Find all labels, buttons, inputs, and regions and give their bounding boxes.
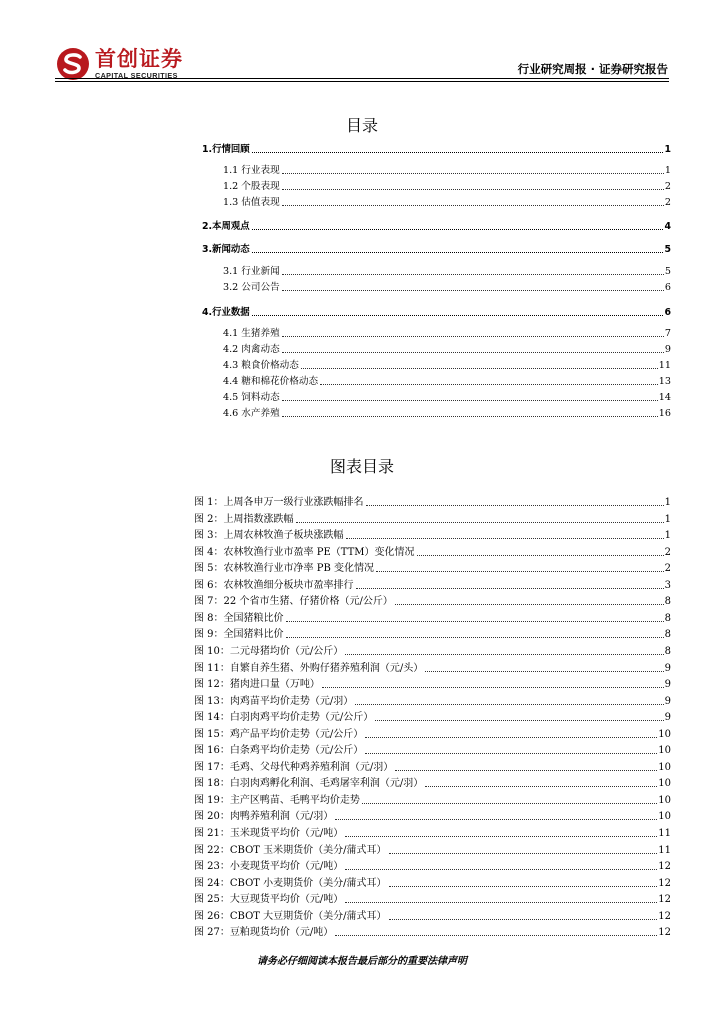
- figure-entry[interactable]: [194, 563, 671, 575]
- dot-leader: [355, 703, 663, 705]
- figure-entry-page: 12: [658, 878, 671, 889]
- toc-subsection[interactable]: [223, 181, 671, 193]
- toc-section-page: 5: [664, 244, 671, 255]
- figure-entry-page: 12: [658, 894, 671, 905]
- figure-entry[interactable]: [194, 514, 671, 526]
- figure-entry-label: 图 26：CBOT 大豆期货价（美分/蒲式耳）: [194, 911, 387, 922]
- dot-leader: [362, 802, 657, 804]
- dot-leader: [301, 367, 658, 369]
- figure-entry-label: 图 18：白羽肉鸡孵化利润、毛鸡屠宰利润（元/羽）: [194, 778, 424, 789]
- figure-entry-label: 图 4：农林牧渔行业市盈率 PE（TTM）变化情况: [194, 547, 415, 558]
- toc-subsection[interactable]: [223, 344, 671, 356]
- toc-subsection-label: 4.4 糖和棉花价格动态: [223, 376, 319, 387]
- figure-entry-page: 10: [658, 795, 671, 806]
- figure-entry-label: 图 25：大豆现货平均价（元/吨）: [194, 894, 344, 905]
- figure-entry[interactable]: [194, 878, 671, 890]
- dot-leader: [282, 351, 664, 353]
- toc-subsection-page: 9: [664, 344, 671, 355]
- figure-entry-page: 8: [664, 629, 671, 640]
- toc-section-page: 4: [664, 221, 671, 232]
- toc-subsection[interactable]: [223, 266, 671, 278]
- toc-subsection-label: 3.2 公司公告: [223, 282, 280, 293]
- figure-entry[interactable]: [194, 778, 671, 790]
- logo-name-cn: 首创证券: [95, 47, 183, 71]
- toc-section-label: 3.新闻动态: [202, 244, 250, 255]
- figure-entry-page: 11: [658, 845, 671, 856]
- figure-entry[interactable]: [194, 911, 671, 923]
- figure-entry-page: 10: [658, 729, 671, 740]
- header-divider: [55, 78, 669, 79]
- figure-entry-label: 图 15：鸡产品平均价走势（元/公斤）: [194, 729, 364, 740]
- toc-subsection[interactable]: [223, 282, 671, 294]
- figure-entry-label: 图 11：自繁自养生猪、外购仔猪养殖利润（元/头）: [194, 663, 424, 674]
- dot-leader: [389, 885, 658, 887]
- dot-leader: [345, 653, 663, 655]
- dot-leader: [252, 228, 664, 230]
- dot-leader: [335, 934, 657, 936]
- page-header: [0, 0, 724, 80]
- figure-entry-label: 图 5：农林牧渔行业市净率 PB 变化情况: [194, 563, 374, 574]
- dot-leader: [282, 399, 658, 401]
- figure-entry-label: 图 2：上周指数涨跌幅: [194, 514, 294, 525]
- toc-subsection-label: 4.1 生猪养殖: [223, 328, 280, 339]
- figure-entry[interactable]: [194, 712, 671, 724]
- figure-entry[interactable]: [194, 696, 671, 708]
- figure-entry-page: 9: [664, 696, 671, 707]
- toc-subsection-label: 1.2 个股表现: [223, 181, 280, 192]
- dot-leader: [282, 172, 664, 174]
- dot-leader: [282, 289, 664, 291]
- toc-subsection-page: 5: [664, 266, 671, 277]
- toc-subsection[interactable]: [223, 360, 671, 372]
- figure-entry-label: 图 9：全国猪料比价: [194, 629, 284, 640]
- toc-section[interactable]: [202, 221, 671, 233]
- figure-entry-label: 图 20：肉鸭养殖利润（元/羽）: [194, 811, 334, 822]
- toc-section-label: 4.行业数据: [202, 307, 250, 318]
- header-divider-thin: [55, 81, 669, 82]
- figure-entry-label: 图 21：玉米现货平均价（元/吨）: [194, 828, 344, 839]
- toc-section-label: 2.本周观点: [202, 221, 250, 232]
- figure-entry-label: 图 23：小麦现货平均价（元/吨）: [194, 861, 344, 872]
- dot-leader: [389, 918, 658, 920]
- toc-section-page: 1: [664, 144, 671, 155]
- toc-subsection-label: 3.1 行业新闻: [223, 266, 280, 277]
- toc-subsection-label: 1.1 行业表现: [223, 165, 280, 176]
- report-type-label: 行业研究周报 · 证券研究报告: [517, 62, 668, 76]
- figure-entry-page: 12: [658, 861, 671, 872]
- figure-entry-page: 10: [658, 745, 671, 756]
- dot-leader: [356, 587, 664, 589]
- figure-entry-page: 12: [658, 927, 671, 938]
- dot-leader: [376, 570, 664, 572]
- dot-leader: [395, 603, 664, 605]
- dot-leader: [335, 818, 657, 820]
- figure-entry[interactable]: [194, 679, 671, 691]
- toc-subsection[interactable]: [223, 165, 671, 177]
- toc-subsection[interactable]: [223, 408, 671, 420]
- figure-entry-page: 9: [664, 712, 671, 723]
- toc-subsection-label: 4.3 粮食价格动态: [223, 360, 299, 371]
- toc-subsection-page: 11: [658, 360, 671, 371]
- dot-leader: [365, 752, 657, 754]
- figure-entry[interactable]: [194, 927, 671, 939]
- figure-entry-page: 9: [664, 679, 671, 690]
- figure-entry[interactable]: [194, 894, 671, 906]
- toc-subsection-page: 16: [658, 408, 671, 419]
- figure-entry-page: 8: [664, 613, 671, 624]
- dot-leader: [389, 852, 658, 854]
- dot-leader: [346, 537, 664, 539]
- dot-leader: [296, 521, 664, 523]
- figure-entry[interactable]: [194, 861, 671, 873]
- figure-entry-page: 2: [664, 547, 671, 558]
- toc-subsection-page: 2: [664, 197, 671, 208]
- toc-section-label: 1.行情回顾: [202, 144, 250, 155]
- company-logo: [55, 46, 183, 82]
- toc-subsection-page: 13: [658, 376, 671, 387]
- toc-section[interactable]: [202, 307, 671, 319]
- figure-entry-page: 1: [664, 530, 671, 541]
- dot-leader: [417, 554, 664, 556]
- figure-entry-label: 图 13：肉鸡苗平均价走势（元/羽）: [194, 696, 354, 707]
- dot-leader: [366, 504, 664, 506]
- figure-entry-page: 1: [664, 514, 671, 525]
- figure-entry[interactable]: [194, 580, 671, 592]
- dot-leader: [286, 636, 664, 638]
- toc-subsection[interactable]: [223, 328, 671, 340]
- dot-leader: [282, 415, 658, 417]
- dot-leader: [345, 835, 657, 837]
- figure-entry-label: 图 14：白羽肉鸡平均价走势（元/公斤）: [194, 712, 374, 723]
- figure-entry[interactable]: [194, 663, 671, 675]
- figure-entry-label: 图 7：22 个省市生猪、仔猪价格（元/公斤）: [194, 596, 393, 607]
- figure-entry-page: 1: [664, 497, 671, 508]
- figure-entry[interactable]: [194, 530, 671, 542]
- figure-entry-page: 3: [664, 580, 671, 591]
- figure-entry-label: 图 19：主产区鸭苗、毛鸭平均价走势: [194, 795, 360, 806]
- dot-leader: [252, 314, 664, 316]
- figure-entry[interactable]: [194, 795, 671, 807]
- toc-subsection[interactable]: [223, 376, 671, 388]
- figure-entry-label: 图 16：白条鸡平均价走势（元/公斤）: [194, 745, 364, 756]
- figure-entry-label: 图 6：农林牧渔细分板块市盈率排行: [194, 580, 354, 591]
- figure-entry-page: 10: [658, 762, 671, 773]
- toc-subsection[interactable]: [223, 392, 671, 404]
- toc-title: 目录: [345, 116, 378, 135]
- toc-subsection-page: 14: [658, 392, 671, 403]
- dot-leader: [252, 151, 664, 153]
- figure-entry-label: 图 10：二元母猪均价（元/公斤）: [194, 646, 344, 657]
- dot-leader: [345, 901, 657, 903]
- toc-section-page: 6: [664, 307, 671, 318]
- figure-entry[interactable]: [194, 497, 671, 509]
- dot-leader: [282, 273, 664, 275]
- toc-subsection-label: 4.2 肉禽动态: [223, 344, 280, 355]
- figure-entry[interactable]: [194, 613, 671, 625]
- figure-entry[interactable]: [194, 646, 671, 658]
- dot-leader: [425, 670, 663, 672]
- figure-entry[interactable]: [194, 845, 671, 857]
- dot-leader: [320, 383, 658, 385]
- figure-entry-page: 11: [658, 828, 671, 839]
- figure-entry[interactable]: [194, 828, 671, 840]
- toc-subsection-label: 1.3 估值表现: [223, 197, 280, 208]
- figure-entry-label: 图 27：豆粕现货均价（元/吨）: [194, 927, 334, 938]
- figure-list-title: 图表目录: [329, 457, 394, 476]
- dot-leader: [252, 251, 664, 253]
- figure-entry[interactable]: [194, 729, 671, 741]
- dot-leader: [365, 736, 657, 738]
- toc-section[interactable]: [202, 244, 671, 256]
- dot-leader: [282, 335, 664, 337]
- dot-leader: [282, 188, 664, 190]
- figure-entry-page: 10: [658, 811, 671, 822]
- figure-entry-page: 12: [658, 911, 671, 922]
- dot-leader: [282, 204, 664, 206]
- figure-entry-label: 图 8：全国猪粮比价: [194, 613, 284, 624]
- figure-entry[interactable]: [194, 745, 671, 757]
- figure-entry-page: 10: [658, 778, 671, 789]
- toc-subsection-label: 4.6 水产养殖: [223, 408, 280, 419]
- figure-entry-label: 图 24：CBOT 小麦期货价（美分/蒲式耳）: [194, 878, 387, 889]
- figure-entry[interactable]: [194, 547, 671, 559]
- figure-entry-label: 图 12：猪肉进口量（万吨）: [194, 679, 320, 690]
- legal-disclaimer: 请务必仔细阅读本报告最后部分的重要法律声明: [257, 956, 467, 967]
- figure-entry-page: 8: [664, 646, 671, 657]
- capital-securities-logo-icon: [55, 46, 91, 82]
- figure-entry[interactable]: [194, 811, 671, 823]
- figure-entry-label: 图 1：上周各申万一级行业涨跌幅排名: [194, 497, 364, 508]
- dot-leader: [322, 686, 664, 688]
- toc-subsection-page: 6: [664, 282, 671, 293]
- figure-entry[interactable]: [194, 596, 671, 608]
- toc-section[interactable]: [202, 144, 671, 156]
- toc-subsection-page: 7: [664, 328, 671, 339]
- figure-entry[interactable]: [194, 762, 671, 774]
- figure-entry-label: 图 3：上周农林牧渔子板块涨跌幅: [194, 530, 344, 541]
- dot-leader: [375, 719, 663, 721]
- figure-entry-label: 图 22：CBOT 玉米期货价（美分/蒲式耳）: [194, 845, 387, 856]
- figure-entry-page: 9: [664, 663, 671, 674]
- toc-subsection-label: 4.5 饲料动态: [223, 392, 280, 403]
- figure-entry-label: 图 17：毛鸡、父母代种鸡养殖利润（元/羽）: [194, 762, 394, 773]
- toc-subsection[interactable]: [223, 197, 671, 209]
- logo-name-en: CAPITAL SECURITIES: [95, 71, 178, 80]
- figure-entry-page: 8: [664, 596, 671, 607]
- toc-subsection-page: 1: [664, 165, 671, 176]
- toc-subsection-page: 2: [664, 181, 671, 192]
- dot-leader: [345, 868, 657, 870]
- figure-entry[interactable]: [194, 629, 671, 641]
- dot-leader: [425, 785, 657, 787]
- dot-leader: [395, 769, 657, 771]
- figure-entry-page: 2: [664, 563, 671, 574]
- dot-leader: [286, 620, 664, 622]
